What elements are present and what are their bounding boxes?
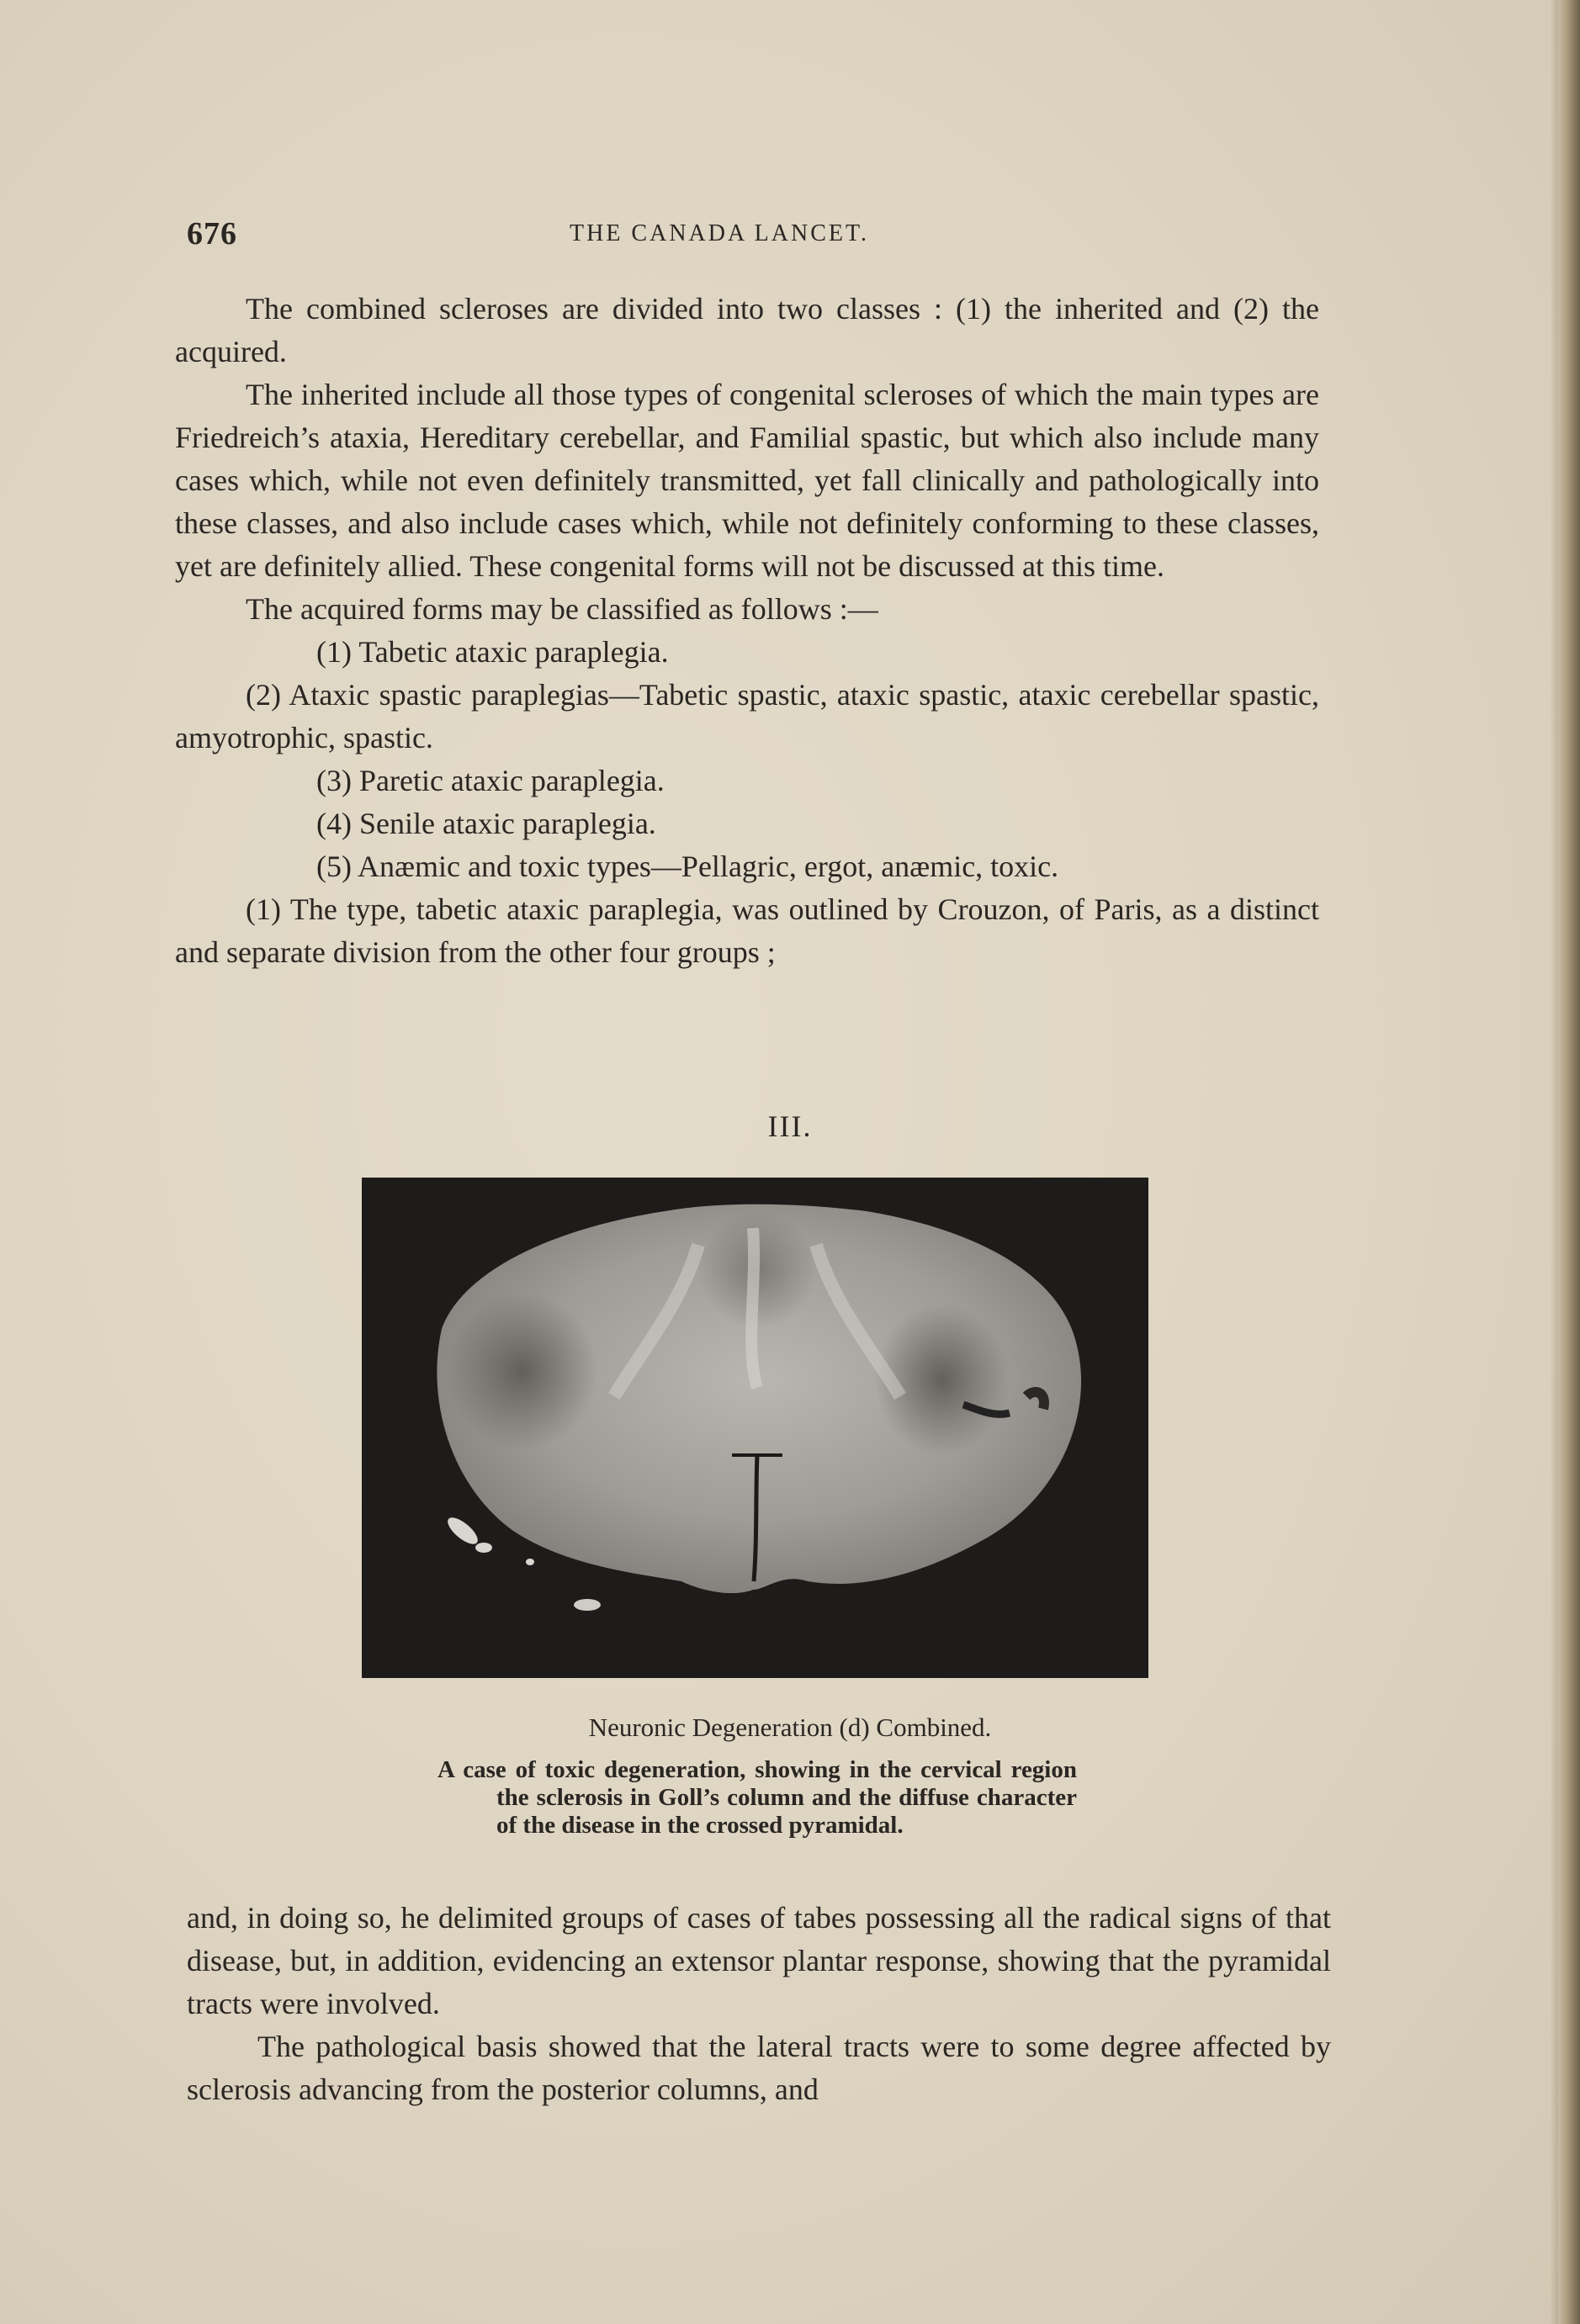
paragraph-continuation: and, in doing so, he delimited groups of cases of tabes possessing all the radical signs of that disease, but, in addition, evidencing an extensor plantar response, showing that the pyramidal tracts were involved.: [187, 1901, 1331, 2020]
running-head: [187, 215, 1318, 257]
paragraph-acquired-intro: The acquired forms may be classified as follows :—: [246, 592, 878, 626]
paragraph-crouzon: (1) The type, tabetic ataxic paraplegia, was outlined by Crouzon, of Paris, as a distinct and separate division from the other four groups ;: [175, 892, 1319, 969]
spinal-cord-section-image: [362, 1178, 1148, 1678]
page-number: 676: [187, 216, 237, 251]
figure-label: III.: [767, 1109, 813, 1143]
list-item-5: (5) Anæmic and toxic types—Pellagric, ergot, anæmic, toxic.: [316, 850, 1059, 883]
journal-title: THE CANADA LANCET.: [570, 220, 870, 246]
list-item-3: (3) Paretic ataxic paraplegia.: [316, 764, 665, 797]
article-text-top: [175, 288, 1319, 974]
list-item-4: (4) Senile ataxic paraplegia.: [316, 807, 656, 840]
page-edge: [1558, 0, 1580, 2324]
figure-caption-title: Neuronic Degeneration (d) Combined.: [588, 1713, 992, 1742]
article-text-bottom: [187, 1897, 1331, 2111]
list-item-2: (2) Ataxic spastic paraplegias—Tabetic spastic, ataxic spastic, ataxic cerebellar spastic, amyotrophic, spastic.: [175, 678, 1319, 754]
paragraph-inherited: The inherited include all those types of congenital scleroses of which the main types are Friedreich’s ataxia, Hereditary cerebellar, and Familial spastic, but which also include many cases which, while not even definitely transmitted, yet fall clinically and pathologically into these classes, and also include cases which, while not definitely conforming to these classes, yet are definitely allied. These congenital forms will not be discussed at this time.: [175, 378, 1319, 583]
paragraph-pathology: The pathological basis showed that the lateral tracts were to some degree affected by sclerosis advancing from the posterior columns, and: [187, 2030, 1331, 2106]
spinal-cord-section-illustration: [362, 1178, 1148, 1678]
figure-caption-body: A case of toxic degeneration, showing in the cervical region the sclerosis in Goll’s column and the diffuse character of the disease in the crossed pyramidal.: [437, 1756, 1077, 1839]
paragraph-classes: The combined scleroses are divided into two classes : (1) the inherited and (2) the acquired.: [175, 292, 1319, 368]
page-gutter-shadow: [1550, 0, 1558, 2324]
list-item-1: (1) Tabetic ataxic paraplegia.: [316, 635, 669, 669]
